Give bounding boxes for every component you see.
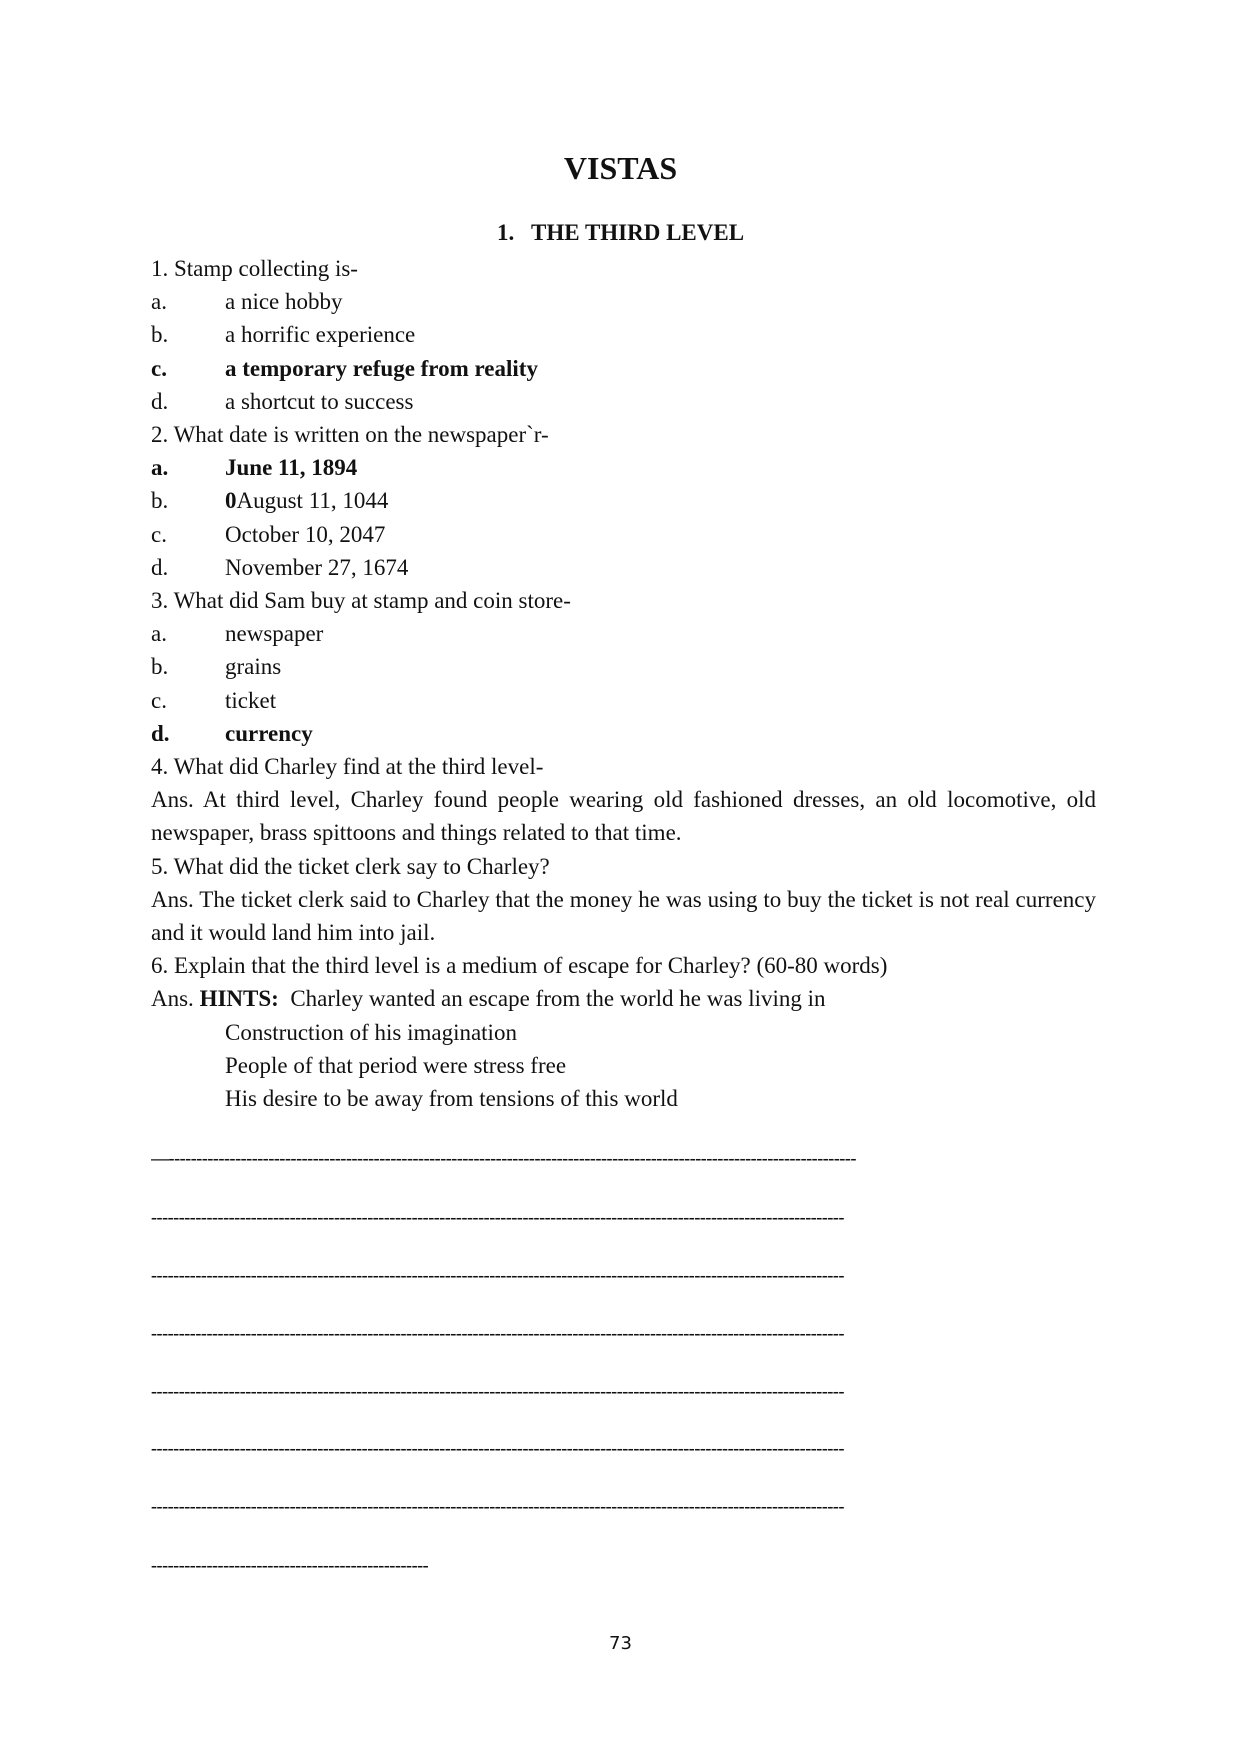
hint-3: People of that period were stress free: [225, 1052, 567, 1078]
answer-line-5: -----------------------------------------------------------------------------------------------------------------------------: [151, 1381, 845, 1401]
option-label: c.: [151, 521, 167, 547]
page-title: VISTAS: [563, 150, 678, 186]
question-4: 4. What did Charley find at the third level-: [151, 754, 544, 780]
option-3b: [151, 650, 1096, 683]
option-3a: [151, 617, 1096, 650]
answer-4: Ans. At third level, Charley found people wearing old fashioned dresses, an old locomotive, old newspaper, brass spittoons and things related to that time.: [151, 787, 1096, 846]
option-label: c.: [151, 355, 167, 381]
option-label: b.: [151, 488, 169, 514]
answer-line-7: -----------------------------------------------------------------------------------------------------------------------------: [151, 1496, 845, 1516]
option-text: June 11, 1894: [225, 455, 358, 481]
hint-4: His desire to be away from tensions of this world: [225, 1086, 678, 1112]
question-2: 2. What date is written on the newspaper`r-: [151, 422, 549, 448]
option-label: d.: [151, 388, 169, 414]
worksheet-content: [151, 252, 1096, 1115]
option-text: a horrific experience: [225, 322, 416, 348]
option-text: newspaper: [225, 621, 324, 647]
option-text: ticket: [225, 687, 277, 713]
option-1a: [151, 285, 1096, 318]
option-text: a shortcut to success: [225, 388, 414, 414]
option-label: c.: [151, 687, 167, 713]
question-3: 3. What did Sam buy at stamp and coin store-: [151, 588, 571, 614]
option-prefix: 0: [225, 488, 237, 514]
answer-5: Ans. The ticket clerk said to Charley that the money he was using to buy the ticket is not real currency and it would land him into jail.: [151, 886, 1096, 946]
answer-line-8: --------------------------------------------------: [151, 1555, 429, 1575]
option-label: b.: [151, 322, 169, 348]
option-1d: [151, 385, 1096, 418]
option-2d: [151, 551, 1096, 584]
question-6: 6. Explain that the third level is a medium of escape for Charley? (60-80 words): [151, 953, 888, 979]
option-label: a.: [151, 289, 167, 315]
option-2b: [151, 484, 1096, 517]
option-label: d.: [151, 554, 169, 580]
hint-1: Charley wanted an escape from the world he was living in: [290, 986, 826, 1012]
option-2c: [151, 518, 1096, 551]
answer-line-1: —----------------------------------------------------------------------------------------------------------------------------: [151, 1148, 857, 1168]
answer-line-2: -----------------------------------------------------------------------------------------------------------------------------: [151, 1207, 845, 1227]
option-3d-correct: [151, 717, 1096, 750]
hints-label: HINTS:: [199, 986, 279, 1012]
option-2a-correct: [151, 451, 1096, 484]
option-label: a.: [151, 621, 167, 647]
option-label: d.: [151, 720, 170, 746]
chapter-heading: [0, 220, 1241, 246]
option-text: October 10, 2047: [225, 521, 386, 547]
option-text: August 11, 1044: [236, 488, 389, 514]
page-number: 73: [609, 1633, 632, 1654]
chapter-name: THE THIRD LEVEL: [531, 220, 745, 245]
hint-2: Construction of his imagination: [225, 1019, 517, 1045]
answer-line-4: -----------------------------------------------------------------------------------------------------------------------------: [151, 1323, 845, 1343]
option-label: b.: [151, 654, 169, 680]
answer-prefix: Ans.: [151, 986, 200, 1012]
chapter-number: 1.: [496, 220, 515, 245]
option-1b: [151, 318, 1096, 351]
answer-6-hints: [151, 982, 1096, 1015]
answer-line-6: -----------------------------------------------------------------------------------------------------------------------------: [151, 1438, 845, 1458]
option-1c-correct: [151, 352, 1096, 385]
option-text: November 27, 1674: [225, 554, 409, 580]
question-5: 5. What did the ticket clerk say to Charley?: [151, 853, 550, 879]
question-1: 1. Stamp collecting is-: [151, 256, 358, 281]
option-label: a.: [151, 455, 169, 481]
option-text: a nice hobby: [225, 289, 343, 315]
option-3c: [151, 684, 1096, 717]
option-text: a temporary refuge from reality: [225, 355, 538, 381]
option-text: currency: [225, 720, 313, 746]
option-text: grains: [225, 654, 282, 680]
answer-line-3: -----------------------------------------------------------------------------------------------------------------------------: [151, 1265, 845, 1285]
